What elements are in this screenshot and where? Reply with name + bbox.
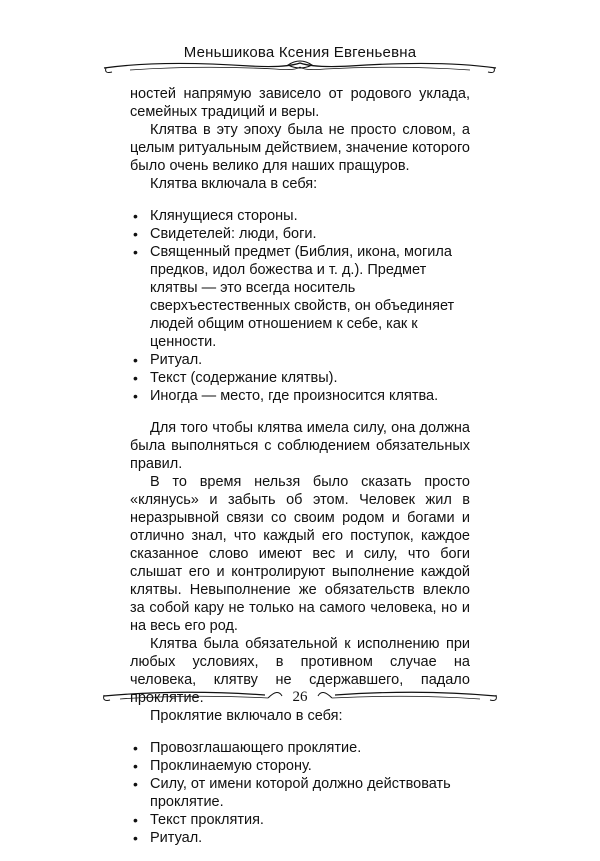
bullet-icon: • — [133, 208, 138, 224]
paragraph: В то время нельзя было сказать просто «клянусь» и забыть об этом. Человек жил в неразрывной связи со своим родом и богами и отлично знал, что каждый его поступок, каждое сказанное слово имеют вес и силу, что боги слышат его и контролируют выполнение каждой клятвы. Невыполнение же обязательств влекло за собой кару не только на самого человека, но и на весь его род. — [130, 474, 470, 634]
list-item: • Ритуал. — [133, 830, 203, 846]
bullet-icon: • — [133, 740, 138, 756]
paragraph: Клятва в эту эпоху была не просто словом, а целым ритуальным действием, значение которого было очень велико для наших пращуров. — [130, 122, 470, 174]
bullet-icon: • — [133, 830, 138, 846]
paragraph: Клятва включала в себя: — [150, 176, 318, 192]
list-item: • Иногда — место, где произносится клятва. — [133, 388, 439, 404]
header-ornament — [100, 56, 500, 78]
page-number: 26 — [0, 689, 600, 706]
paragraph: Для того чтобы клятва имела силу, она должна была выполняться с соблюдением обязательных правил. — [130, 420, 470, 472]
bullet-list-curse — [130, 739, 470, 847]
list-item: • Проклинаемую сторону. — [133, 758, 312, 774]
bullet-icon: • — [133, 812, 138, 828]
bullet-icon: • — [133, 370, 138, 386]
page-body — [130, 85, 470, 861]
bullet-icon: • — [133, 352, 138, 368]
bullet-icon: • — [133, 776, 138, 792]
list-item: • Силу, от имени которой должно действовать проклятие. — [133, 776, 451, 810]
list-item: • Провозглашающего проклятие. — [133, 740, 362, 756]
paragraph: Клятва была обязательной к исполнению при любых условиях, в противном случае на человека, клятву не сдержавшего, падало проклятие. — [130, 636, 470, 706]
bullet-icon: • — [133, 244, 138, 260]
bullet-icon: • — [133, 758, 138, 774]
bullet-list-oath — [130, 207, 470, 405]
list-item: • Текст (содержание клятвы). — [133, 370, 338, 386]
bullet-icon: • — [133, 226, 138, 242]
bullet-icon: • — [133, 388, 138, 404]
list-item: • Текст проклятия. — [133, 812, 264, 828]
list-item: • Ритуал. — [133, 352, 203, 368]
list-item: • Свидетелей: люди, боги. — [133, 226, 317, 242]
list-item: • Клянущиеся стороны. — [133, 208, 298, 224]
list-item: • Священный предмет (Библия, икона, могила предков, идол божества и т. д.). Предмет клятвы — это всегда носитель сверхъестественных свойств, он объединяет людей общим отношением к себе, как к ценности. — [133, 244, 455, 350]
running-header-author: Меньшикова Ксения Евгеньевна — [183, 44, 417, 61]
paragraph: Проклятие включало в себя: — [150, 708, 343, 724]
paragraph: ностей напрямую зависело от родового уклада, семейных традиций и веры. — [130, 86, 470, 120]
